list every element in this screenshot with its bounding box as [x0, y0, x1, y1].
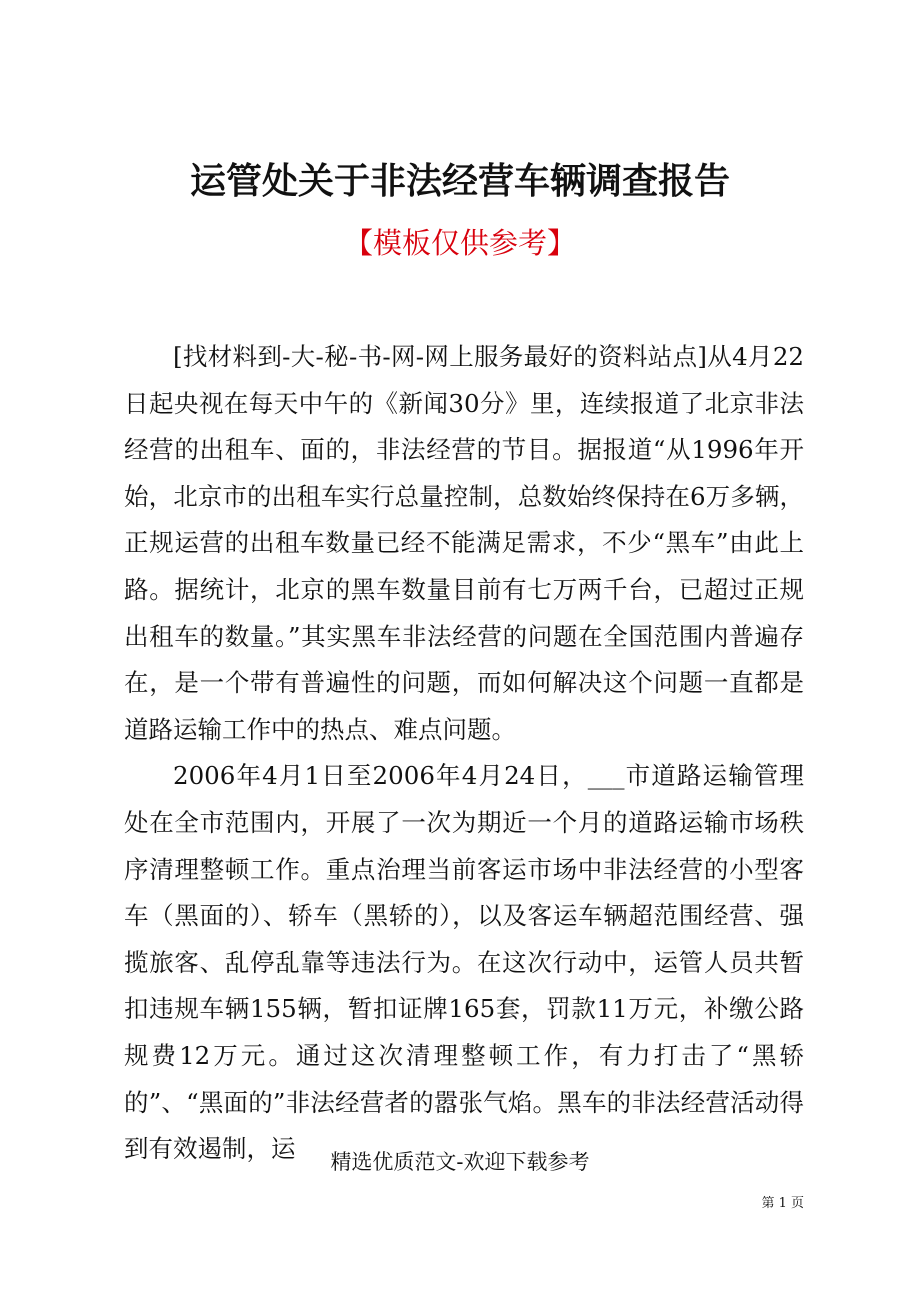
footer-note: 精选优质范文-欢迎下载参考: [330, 1150, 590, 1174]
page-number: 第 1 页: [761, 1196, 804, 1211]
paragraph-1: [找材料到-大-秘-书-网-网上服务最好的资料站点]从4月22日起央视在每天中午的《新闻30分》里，连续报道了北京非法经营的出租车、面的，非法经营的节目。据报道“从1996年开始，北京市的出租车实行总量控制，总数始终保持在6万多辆，正规运营的出租车数量已经不能满足需求，不少“黑车”由此上路。据统计，北京的黑车数量目前有七万两千台，已超过正规出租车的数量。”其实黑车非法经营的问题在全国范围内普遍存在，是一个带有普遍性的问题，而如何解决这个问题一直都是道路运输工作中的热点、难点问题。: [124, 342, 804, 744]
template-notice: 【模板仅供参考】: [343, 226, 576, 260]
paragraph-2: 2006年4月1日至2006年4月24日，___市道路运输管理处在全市范围内，开展了一次为期近一个月的道路运输市场秩序清理整顿工作。重点治理当前客运市场中非法经营的小型客车（黑面的）、轿车（黑轿的），以及客运车辆超范围经营、强揽旅客、乱停乱靠等违法行为。在这次行动中，运管人员共暂扣违规车辆155辆，暂扣证牌165套，罚款11万元，补缴公路规费12万元。通过这次清理整顿工作，有力打击了“黑轿的”、“黑面的”非法经营者的嚣张气焰。黑车的非法经营活动得到有效遏制，运: [124, 761, 804, 1164]
document-body: [124, 334, 804, 1173]
document-title: 运管处关于非法经营车辆调查报告: [189, 160, 730, 202]
